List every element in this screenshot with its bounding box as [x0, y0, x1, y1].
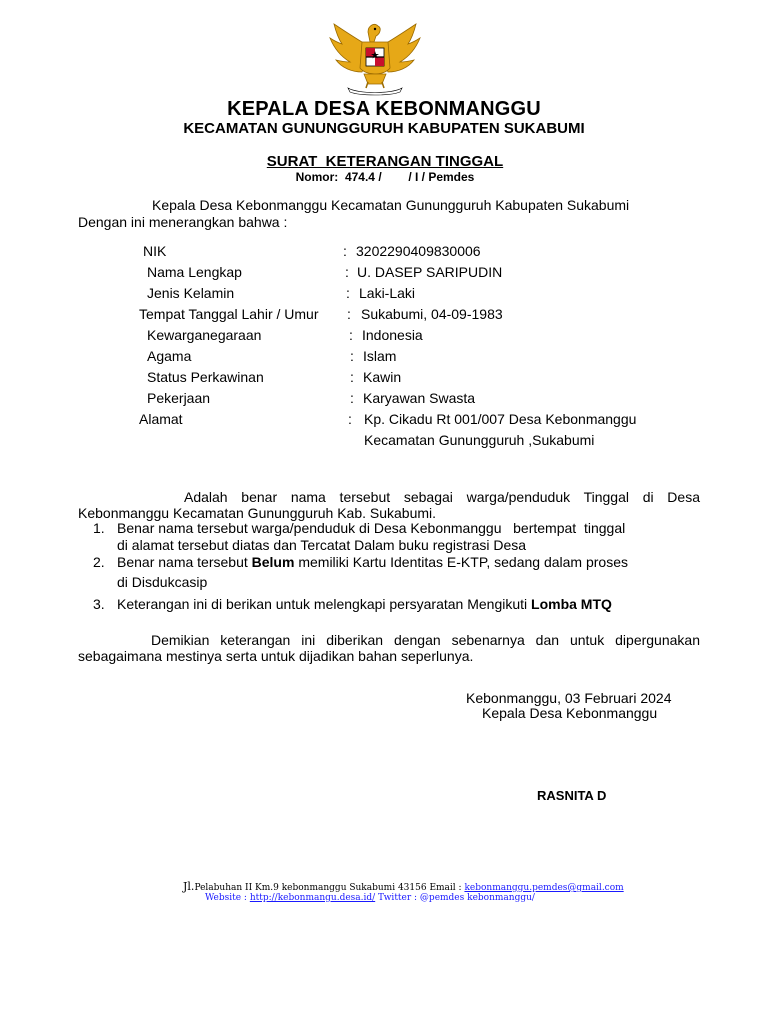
field-value-kewarganegaraan: Indonesia — [362, 327, 423, 343]
bold-belum: Belum — [251, 554, 295, 570]
field-value-alamat: Kp. Cikadu Rt 001/007 Desa Kebonmanggu — [364, 411, 637, 427]
field-separator: : — [346, 285, 350, 301]
letter-number: Nomor: 474.4 / / I / Pemdes — [295, 170, 475, 184]
field-separator: : — [345, 264, 349, 280]
intro-line-1: Kepala Desa Kebonmanggu Kecamatan Gunungguruh Kabupaten Sukabumi — [152, 197, 630, 213]
field-separator: : — [350, 348, 354, 364]
footer-web-line: Website : http://kebonmangu.desa.id/ Twitter : @pemdes kebonmanggu/ — [205, 893, 535, 903]
bold-lomba-mtq: Lomba MTQ — [531, 596, 612, 612]
field-separator: : — [348, 411, 352, 427]
field-separator: : — [350, 390, 354, 406]
footer-website-link[interactable]: http://kebonmangu.desa.id/ — [249, 893, 376, 903]
field-value-nama: U. DASEP SARIPUDIN — [357, 264, 503, 280]
field-separator: : — [347, 306, 351, 322]
field-value-pekerjaan: Karyawan Swasta — [363, 390, 476, 406]
field-value-ttl: Sukabumi, 04-09-1983 — [361, 306, 503, 322]
signature-position: Kepala Desa Kebonmanggu — [482, 705, 658, 721]
footer-email-link[interactable]: kebonmanggu.pemdes@gmail.com — [464, 883, 624, 893]
field-label-ttl: Tempat Tanggal Lahir / Umur — [139, 306, 319, 322]
signature-place-date: Kebonmanggu, 03 Februari 2024 — [466, 690, 672, 706]
point-number: 3. — [93, 596, 105, 612]
field-label-nik: NIK — [143, 243, 167, 259]
field-value-nik: 3202290409830006 — [356, 243, 481, 259]
field-value-agama: Islam — [363, 348, 397, 364]
point-1-line-2: di alamat tersebut diatas dan Tercatat Dalam buku registrasi Desa — [117, 537, 527, 553]
signature-name: RASNITA D — [537, 788, 607, 803]
field-value-jenis-kelamin: Laki-Laki — [359, 285, 416, 301]
field-label-nama: Nama Lengkap — [147, 264, 242, 280]
intro-line-2: Dengan ini menerangkan bahwa : — [78, 214, 288, 230]
point-3-line-1: Keterangan ini di berikan untuk melengkapi persyaratan Mengikuti Lomba MTQ — [117, 596, 612, 612]
field-separator: : — [349, 327, 353, 343]
footer-address-line: Jl.Pelabuhan II Km.9 kebonmanggu Sukabumi 43156 Email : kebonmanggu.pemdes@gmail.com — [183, 880, 624, 893]
closing-paragraph: Demikian keterangan ini diberikan dengan sebenarnya dan untuk dipergunakan sebagaimana mestinya serta untuk dijadikan bahan seperlunya. — [78, 632, 700, 664]
field-value-status: Kawin — [363, 369, 402, 385]
field-label-jenis-kelamin: Jenis Kelamin — [147, 285, 235, 301]
field-label-status: Status Perkawinan — [147, 369, 264, 385]
field-separator: : — [343, 243, 347, 259]
field-separator: : — [350, 369, 354, 385]
field-label-pekerjaan: Pekerjaan — [147, 390, 211, 406]
garuda-pancasila-emblem — [328, 18, 422, 96]
field-label-alamat: Alamat — [139, 411, 183, 427]
statement-paragraph: Adalah benar nama tersebut sebagai warga/penduduk Tinggal di Desa Kebonmanggu Kecamatan Gunungguruh Kab. Sukabumi. — [78, 489, 700, 521]
page-title: KEPALA DESA KEBONMANGGU — [227, 98, 541, 120]
field-label-kewarganegaraan: Kewarganegaraan — [147, 327, 262, 343]
point-number: 2. — [93, 554, 105, 570]
field-label-agama: Agama — [147, 348, 192, 364]
page-subtitle: KECAMATAN GUNUNGGURUH KABUPATEN SUKABUMI — [183, 120, 585, 137]
point-1-line-1: Benar nama tersebut warga/penduduk di Desa Kebonmanggu bertempat tinggal — [117, 520, 626, 536]
point-2-line-2: di Disdukcasip — [117, 574, 208, 590]
point-number: 1. — [93, 520, 105, 536]
field-value-alamat-line-2: Kecamatan Gunungguruh ,Sukabumi — [364, 432, 595, 448]
letter-type: SURAT KETERANGAN TINGGAL — [266, 153, 504, 170]
point-2-line-1: Benar nama tersebut Belum memiliki Kartu Identitas E-KTP, sedang dalam proses — [117, 554, 628, 570]
